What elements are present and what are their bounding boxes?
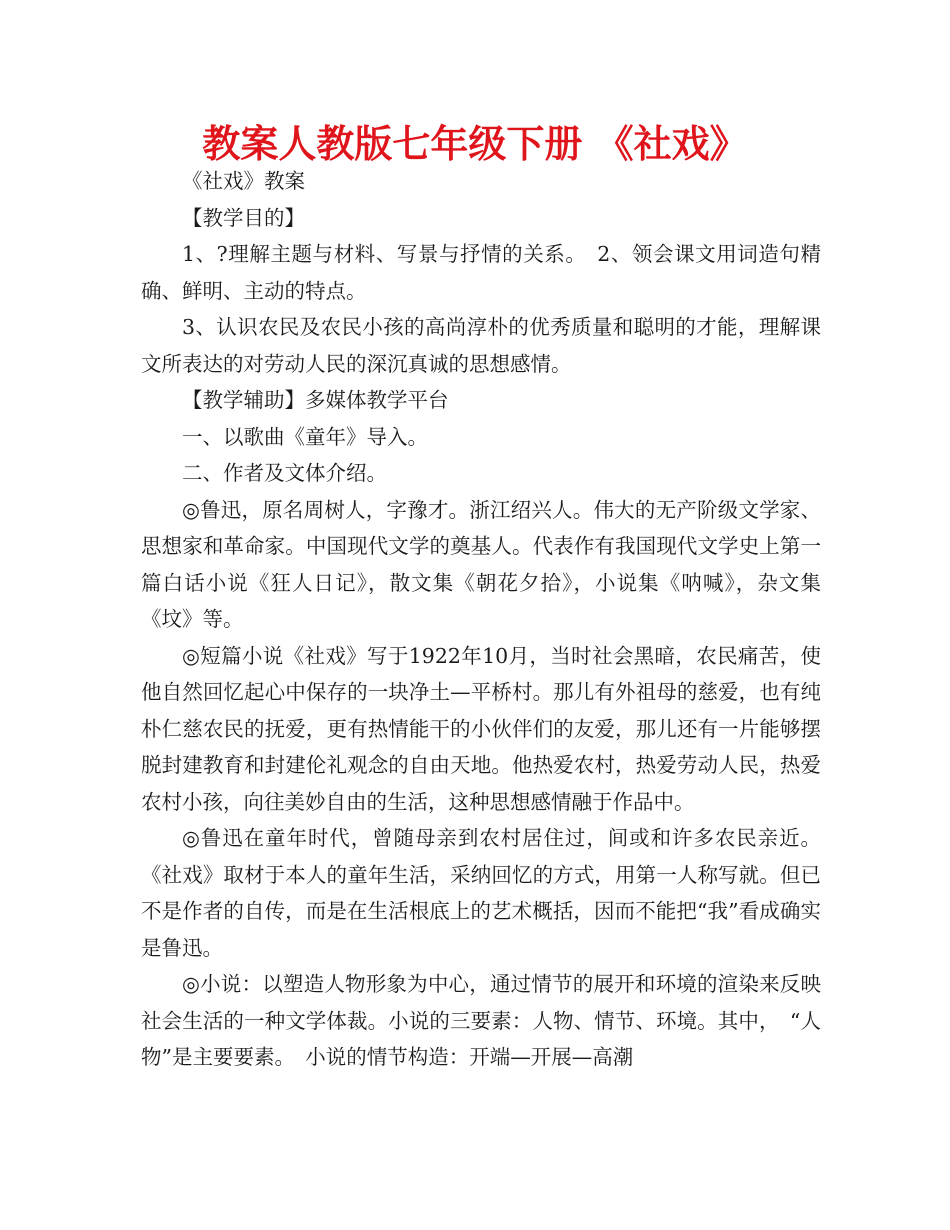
paragraph-objective-3: 3、认识农民及农民小孩的高尚淳朴的优秀质量和聪明的才能，理解课文所表达的对劳动人民的深沉真诚的思想感情。 — [141, 315, 821, 376]
paragraph-teaching-aids: 【教学辅助】多媒体教学平台 — [182, 388, 449, 412]
paragraph-objective-1-2: 1、?理解主题与材料、写景与抒情的关系。 2、领会课文用词造句精确、鲜明、主动的特点。 — [141, 242, 821, 303]
document-body — [141, 163, 821, 1076]
paragraph-subtitle: 《社戏》教案 — [182, 169, 305, 193]
document-title: 教案人教版七年级下册 《社戏》 — [202, 122, 748, 166]
paragraph-step-1: 一、以歌曲《童年》导入。 — [182, 424, 428, 449]
paragraph-childhood: ◎鲁迅在童年时代，曾随母亲到农村居住过，间或和许多农民亲近。《社戏》取材于本人的童年生活，采纳回忆的方式，用第一人称写就。但已不是作者的自传，而是在生活根底上的艺术概括，因而不能把“我”看成确实是鲁迅。 — [141, 826, 821, 960]
paragraph-story-background: ◎短篇小说《社戏》写于1922年10月，当时社会黑暗，农民痛苦，使他自然回忆起心中保存的一块净土—平桥村。那儿有外祖母的慈爱，也有纯朴仁慈农民的抚爱，更有热情能干的小伙伴们的友爱，那儿还有一片能够摆脱封建教育和封建伦礼观念的自由天地。他热爱农村，热爱劳动人民，热爱农村小孩，向往美妙自由的生活，这种思想感情融于作品中。 — [141, 643, 821, 814]
paragraph-section-objectives: 【教学目的】 — [182, 205, 305, 230]
paragraph-author-intro: ◎鲁迅，原名周树人，字豫才。浙江绍兴人。伟大的无产阶级文学家、思想家和革命家。中国现代文学的奠基人。代表作有我国现代文学史上第一篇白话小说《狂人日记》，散文集《朝花夕拾》，小说集《呐喊》，杂文集《坟》等。 — [141, 497, 821, 631]
paragraph-step-2: 二、作者及文体介绍。 — [182, 461, 387, 485]
paragraph-novel-genre: ◎小说：以塑造人物形象为中心，通过情节的展开和环境的渲染来反映社会生活的一种文学体裁。小说的三要素：人物、情节、环境。其中， “人物”是主要要素。 小说的情节构造：开端—开展—高潮 — [141, 972, 821, 1069]
